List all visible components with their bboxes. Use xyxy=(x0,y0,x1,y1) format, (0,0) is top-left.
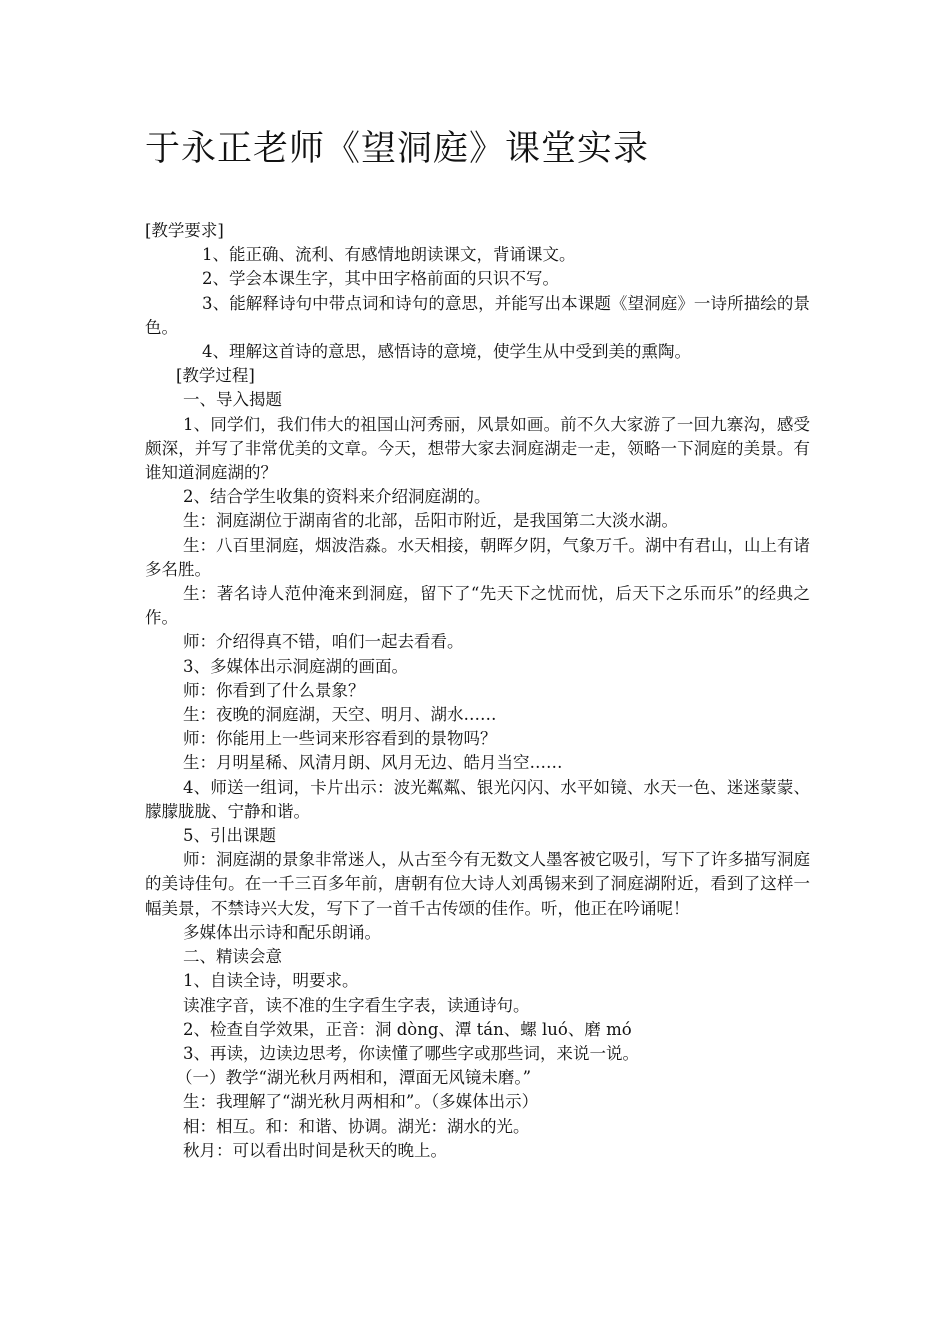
paragraph: 读准字音，读不准的生字看生字表，读通诗句。 xyxy=(183,995,530,1015)
paragraph: 1、同学们，我们伟大的祖国山河秀丽，风景如画。前不久大家游了一回九寨沟，感受颇深，并写了非常优美的文章。今天，想带大家去洞庭湖走一走，领略一下洞庭的美景。有谁知道洞庭湖的？ xyxy=(145,414,810,483)
subheading: 一、导入揭题 xyxy=(183,390,282,410)
paragraph: 2、检查自学效果，正音：洞 dòng、潭 tán、螺 luó、磨 mó xyxy=(183,1019,632,1039)
paragraph: 1、能正确、流利、有感情地朗读课文，背诵课文。 xyxy=(202,245,576,265)
section-heading-process: [教学过程] xyxy=(176,366,255,386)
paragraph: 3、多媒体出示洞庭湖的画面。 xyxy=(183,656,408,676)
paragraph: 生：著名诗人范仲淹来到洞庭，留下了“先天下之忧而忧，后天下之乐而乐”的经典之作。 xyxy=(145,584,810,628)
paragraph: 2、学会本课生字，其中田字格前面的只识不写。 xyxy=(202,269,559,289)
paragraph: 多媒体出示诗和配乐朗诵。 xyxy=(183,922,381,942)
paragraph: （一）教学“湖光秋月两相和，潭面无风镜未磨。” xyxy=(176,1068,532,1088)
paragraph: 3、再读，边读边思考，你读懂了哪些字或那些词，来说一说。 xyxy=(183,1043,639,1063)
paragraph: 生：夜晚的洞庭湖，天空、明月、湖水…… xyxy=(183,705,497,725)
paragraph: 秋月：可以看出时间是秋天的晚上。 xyxy=(183,1140,447,1160)
paragraph: 2、结合学生收集的资料来介绍洞庭湖的。 xyxy=(183,487,491,507)
paragraph: 1、自读全诗，明要求。 xyxy=(183,971,359,991)
subheading: 二、精读会意 xyxy=(183,947,282,967)
paragraph: 4、理解这首诗的意思，感悟诗的意境，使学生从中受到美的熏陶。 xyxy=(202,342,691,362)
paragraph: 生：八百里洞庭，烟波浩淼。水天相接，朝晖夕阴，气象万千。湖中有君山，山上有诸多名胜。 xyxy=(145,535,810,579)
subheading: 5、引出课题 xyxy=(183,826,276,846)
section-heading-requirements: [教学要求] xyxy=(145,221,224,240)
paragraph: 4、师送一组词，卡片出示：波光粼粼、银光闪闪、水平如镜、水天一色、迷迷蒙蒙、朦朦胧胧、宁静和谐。 xyxy=(145,777,810,821)
paragraph: 师：你能用上一些词来形容看到的景物吗？ xyxy=(183,729,497,749)
paragraph: 生：我理解了“湖光秋月两相和”。（多媒体出示） xyxy=(183,1092,539,1112)
paragraph: 师：洞庭湖的景象非常迷人，从古至今有无数文人墨客被它吸引，写下了许多描写洞庭的美诗佳句。在一千三百多年前，唐朝有位大诗人刘禹锡来到了洞庭湖附近，看到了这样一幅美景，不禁诗兴大发，写下了一首千古传颂的佳作。听，他正在吟诵呢！ xyxy=(145,850,810,918)
document-page xyxy=(145,0,810,1344)
document-body xyxy=(145,219,810,1163)
paragraph: 相：相互。和：和谐、协调。湖光：湖水的光。 xyxy=(183,1116,530,1136)
paragraph: 生：月明星稀、风清月朗、风月无边、皓月当空…… xyxy=(183,753,563,773)
paragraph: 师：你看到了什么景象？ xyxy=(183,680,365,700)
paragraph: 生：洞庭湖位于湖南省的北部，岳阳市附近，是我国第二大淡水湖。 xyxy=(183,511,678,531)
paragraph: 3、能解释诗句中带点词和诗句的意思，并能写出本课题《望洞庭》一诗所描绘的景色。 xyxy=(145,293,810,337)
document-title: 于永正老师《望洞庭》课堂实录 xyxy=(145,129,650,169)
paragraph: 师：介绍得真不错，咱们一起去看看。 xyxy=(183,632,464,652)
